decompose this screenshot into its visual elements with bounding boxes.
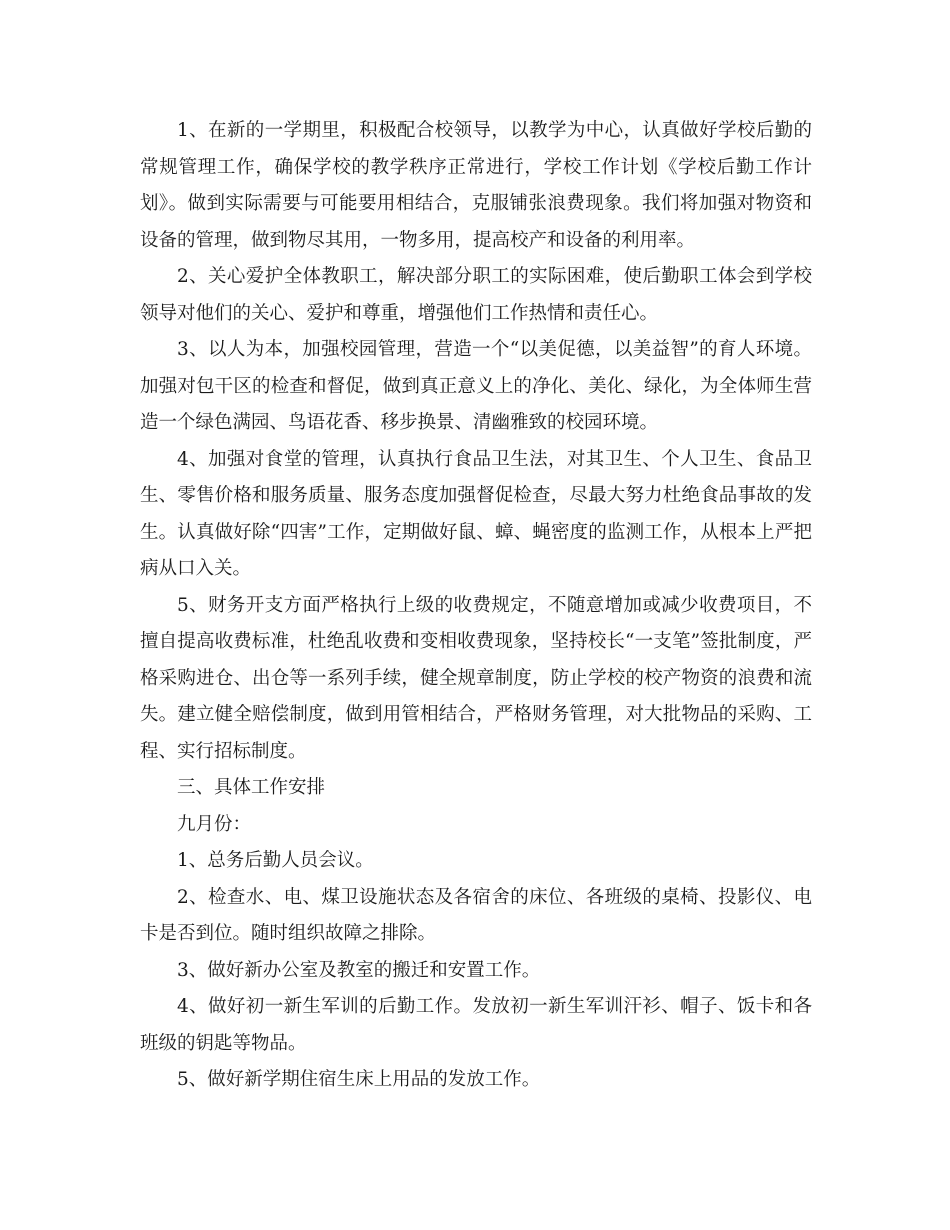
list-item: 1、总务后勤人员会议。 bbox=[177, 850, 374, 871]
list-item: 2、检查水、电、煤卫设施状态及各宿舍的床位、各班级的桌椅、投影仪、电卡是否到位。随时组织故障之排除。 bbox=[140, 886, 812, 944]
paragraph-campus-environment: 3、以人为本，加强校园管理，营造一个“以美促德，以美益智”的育人环境。加强对包干区的检查和督促，做到真正意义上的净化、美化、绿化，为全体师生营造一个绿色满园、鸟语花香、移步换景、清幽雅致的校园环境。 bbox=[140, 339, 812, 433]
list-item: 4、做好初一新生军训的后勤工作。发放初一新生军训汗衫、帽子、饭卡和各班级的钥匙等物品。 bbox=[140, 996, 812, 1054]
paragraph-canteen-management: 4、加强对食堂的管理，认真执行食品卫生法，对其卫生、个人卫生、食品卫生、零售价格和服务质量、服务态度加强督促检查，尽最大努力杜绝食品事故的发生。认真做好除“四害”工作，定期做好鼠、蟑、蝇密度的监测工作，从根本上严把病从口入关。 bbox=[140, 448, 812, 579]
section-heading-work-arrangement: 三、具体工作安排 bbox=[177, 777, 326, 798]
document-body bbox=[140, 113, 812, 1099]
paragraph-logistics-management: 1、在新的一学期里，积极配合校领导，以教学为中心，认真做好学校后勤的常规管理工作，确保学校的教学秩序正常进行，学校工作计划《学校后勤工作计划》。做到实际需要与可能要用相结合，克服铺张浪费现象。我们将加强对物资和设备的管理，做到物尽其用，一物多用，提高校产和设备的利用率。 bbox=[140, 120, 812, 251]
month-heading-september: 九月份： bbox=[177, 813, 252, 835]
paragraph-finance: 5、财务开支方面严格执行上级的收费规定，不随意增加或减少收费项目，不擅自提高收费标准，杜绝乱收费和变相收费现象，坚持校长“一支笔”签批制度，严格采购进仓、出仓等一系列手续，健全规章制度，防止学校的校产物资的浪费和流失。建立健全赔偿制度，做到用管相结合，严格财务管理，对大批物品的采购、工程、实行招标制度。 bbox=[140, 594, 812, 762]
list-item: 5、做好新学期住宿生床上用品的发放工作。 bbox=[177, 1069, 541, 1090]
list-item: 3、做好新办公室及教室的搬迁和安置工作。 bbox=[177, 959, 541, 981]
paragraph-staff-care: 2、关心爱护全体教职工，解决部分职工的实际困难，使后勤职工体会到学校领导对他们的关心、爱护和尊重，增强他们工作热情和责任心。 bbox=[140, 266, 812, 324]
